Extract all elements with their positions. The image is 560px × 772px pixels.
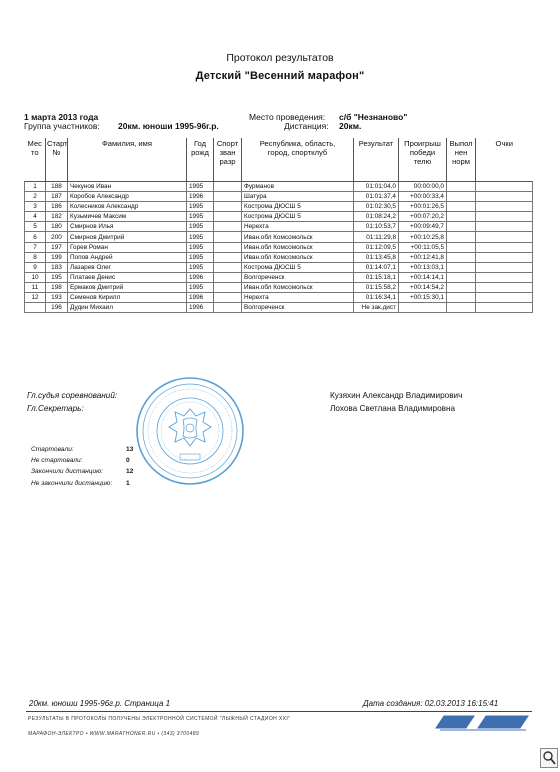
table-row — [25, 192, 533, 202]
cell-result: 01:15:58,2 — [354, 282, 399, 292]
cell-name: Платаев Денис — [68, 272, 187, 282]
cell-name: Кузьмичев Максим — [68, 212, 187, 222]
cell-year: 1995 — [187, 182, 214, 192]
cell-norm — [447, 202, 476, 212]
cell-name: Колесников Александр — [68, 202, 187, 212]
group-label: Группа участников: — [24, 121, 100, 131]
column-header: Старт № — [46, 138, 68, 182]
cell-result: 01:15:18,1 — [354, 272, 399, 282]
cell-rank — [214, 293, 242, 303]
cell-rank — [214, 212, 242, 222]
event-title: Детский "Весенний марафон" — [195, 70, 365, 82]
cell-bib: 193 — [46, 293, 68, 303]
cell-year: 1996 — [187, 303, 214, 313]
cell-club: Шатура — [242, 192, 354, 202]
cell-club: Нерехта — [242, 293, 354, 303]
table-row — [25, 202, 533, 212]
column-header: Республика, область, город, спортклуб — [242, 138, 354, 182]
cell-norm — [447, 272, 476, 282]
cell-place — [25, 303, 46, 313]
cell-result: 01:01:04,0 — [354, 182, 399, 192]
table-row — [25, 232, 533, 242]
marathon-electro-logo-icon — [434, 712, 530, 732]
cell-points — [476, 272, 533, 282]
cell-norm — [447, 232, 476, 242]
cell-club: Фурманов — [242, 182, 354, 192]
summary-stats — [31, 446, 134, 491]
column-header: Год рожд — [187, 138, 214, 182]
cell-place: 12 — [25, 293, 46, 303]
cell-rank — [214, 202, 242, 212]
not-finished-label: Не закончили дистанцию: — [31, 479, 113, 487]
cell-behind: +00:01:26,5 — [399, 202, 447, 212]
cell-points — [476, 303, 533, 313]
cell-rank — [214, 192, 242, 202]
cell-year: 1995 — [187, 222, 214, 232]
cell-norm — [447, 252, 476, 262]
not-started-label: Не стартовали: — [31, 457, 83, 465]
cell-bib: 187 — [46, 192, 68, 202]
cell-bib: 182 — [46, 212, 68, 222]
cell-behind: +00:07:20,2 — [399, 212, 447, 222]
event-date: 1 марта 2013 года — [24, 112, 99, 122]
cell-year: 1995 — [187, 242, 214, 252]
venue-value: с/б "Незнаново" — [339, 112, 408, 122]
cell-points — [476, 252, 533, 262]
cell-points — [476, 262, 533, 272]
cell-name: Ермаков Дмитрий — [68, 282, 187, 292]
cell-result: 01:12:09,5 — [354, 242, 399, 252]
cell-rank — [214, 282, 242, 292]
cell-name: Дудин Михаил — [68, 303, 187, 313]
cell-result: 01:11:29,8 — [354, 232, 399, 242]
cell-bib: 196 — [46, 303, 68, 313]
round-seal-icon — [135, 376, 245, 486]
cell-name: Горев Роман — [68, 242, 187, 252]
cell-bib: 197 — [46, 242, 68, 252]
group-value: 20км. юноши 1995-96г.р. — [118, 121, 219, 131]
cell-bib: 183 — [46, 262, 68, 272]
cell-result: 01:14:07,1 — [354, 262, 399, 272]
column-header: Фамилия, имя — [68, 138, 187, 182]
cell-norm — [447, 262, 476, 272]
cell-behind — [399, 303, 447, 313]
cell-points — [476, 182, 533, 192]
table-row — [25, 262, 533, 272]
cell-club: Кострома ДЮСШ 5 — [242, 212, 354, 222]
chief-judge-label: Гл.судья соревнований: — [27, 391, 118, 400]
cell-bib: 200 — [46, 232, 68, 242]
table-row — [25, 293, 533, 303]
table-row — [25, 242, 533, 252]
finished-label: Закончили дистанцию: — [31, 468, 103, 476]
cell-result: 01:10:53,7 — [354, 222, 399, 232]
cell-club: Кострома ДЮСШ 5 — [242, 262, 354, 272]
cell-place: 8 — [25, 252, 46, 262]
footer-contact-line: МАРАФОН-ЭЛЕКТРО • WWW.MARATHONER.RU • (343) 3700489 — [28, 731, 200, 737]
cell-name: Смирнов Илья — [68, 222, 187, 232]
cell-name: Коробов Александр — [68, 192, 187, 202]
cell-points — [476, 242, 533, 252]
cell-bib: 180 — [46, 222, 68, 232]
column-header: Спорт зван разр — [214, 138, 242, 182]
cell-club: Нерехта — [242, 222, 354, 232]
results-table-header — [25, 138, 533, 182]
cell-norm — [447, 212, 476, 222]
cell-bib: 195 — [46, 272, 68, 282]
cell-bib: 186 — [46, 202, 68, 212]
magnifier-glyph — [541, 749, 557, 767]
cell-name: Семенов Кирилл — [68, 293, 187, 303]
cell-points — [476, 202, 533, 212]
cell-behind: +00:12:41,8 — [399, 252, 447, 262]
cell-year: 1995 — [187, 202, 214, 212]
cell-points — [476, 293, 533, 303]
cell-year: 1995 — [187, 212, 214, 222]
cell-year: 1996 — [187, 293, 214, 303]
cell-rank — [214, 222, 242, 232]
cell-norm — [447, 242, 476, 252]
results-table-body — [25, 182, 533, 313]
table-row — [25, 282, 533, 292]
cell-place: 1 — [25, 182, 46, 192]
cell-behind: +00:14:14,1 — [399, 272, 447, 282]
cell-norm — [447, 282, 476, 292]
cell-result: Не зак.дист — [354, 303, 399, 313]
cell-club: Иван.обл Комсомольск — [242, 252, 354, 262]
cell-club: Кострома ДЮСШ 5 — [242, 202, 354, 212]
cell-place: 7 — [25, 242, 46, 252]
cell-points — [476, 192, 533, 202]
cell-place: 10 — [25, 272, 46, 282]
column-header: Выпол нен норм — [447, 138, 476, 182]
cell-rank — [214, 272, 242, 282]
cell-name: Попов Андрей — [68, 252, 187, 262]
not-started-count: 0 — [126, 457, 130, 465]
cell-rank — [214, 232, 242, 242]
cell-bib: 198 — [46, 282, 68, 292]
cell-bib: 199 — [46, 252, 68, 262]
results-table — [24, 138, 533, 313]
column-header: Результат — [354, 138, 399, 182]
cell-year: 1996 — [187, 192, 214, 202]
footer-page-info: 20км. юноши 1995-96г.р. Страница 1 — [29, 699, 171, 708]
cell-rank — [214, 182, 242, 192]
cell-place: 6 — [25, 232, 46, 242]
cell-points — [476, 222, 533, 232]
table-row — [25, 182, 533, 192]
cell-year: 1995 — [187, 282, 214, 292]
cell-name: Смирнов Дмитрий — [68, 232, 187, 242]
cell-place: 9 — [25, 262, 46, 272]
protocol-title: Протокол результатов — [226, 52, 334, 64]
footer-system-line: РЕЗУЛЬТАТЫ В ПРОТОКОЛЫ ПОЛУЧЕНЫ ЭЛЕКТРОННОЙ СИСТЕМОЙ "ЛЫЖНЫЙ СТАДИОН XXI" — [28, 716, 291, 722]
cell-place: 2 — [25, 192, 46, 202]
cell-rank — [214, 242, 242, 252]
cell-place: 5 — [25, 222, 46, 232]
cell-rank — [214, 262, 242, 272]
distance-value: 20км. — [339, 121, 362, 131]
footer-created-date: Дата создания: 02.03.2013 16:15:41 — [363, 699, 499, 708]
cell-norm — [447, 293, 476, 303]
cell-points — [476, 212, 533, 222]
cell-behind: +00:14:54,2 — [399, 282, 447, 292]
cell-year: 1996 — [187, 272, 214, 282]
magnifier-icon[interactable] — [540, 748, 558, 768]
cell-year: 1995 — [187, 262, 214, 272]
cell-year: 1995 — [187, 232, 214, 242]
venue-label: Место проведения: — [249, 112, 326, 122]
distance-label: Дистанция: — [284, 121, 329, 131]
cell-result: 01:13:45,8 — [354, 252, 399, 262]
cell-result: 01:16:34,1 — [354, 293, 399, 303]
cell-club: Иван.обл Комсомольск — [242, 282, 354, 292]
table-row — [25, 252, 533, 262]
cell-behind: +00:13:03,1 — [399, 262, 447, 272]
cell-result: 01:02:30,5 — [354, 202, 399, 212]
not-finished-count: 1 — [126, 479, 130, 487]
cell-behind: +00:10:25,8 — [399, 232, 447, 242]
column-header: Мес то — [27, 139, 42, 157]
cell-behind: +00:11:05,5 — [399, 242, 447, 252]
table-row — [25, 272, 533, 282]
cell-norm — [447, 182, 476, 192]
table-row — [25, 212, 533, 222]
cell-rank — [214, 252, 242, 262]
cell-behind: +00:00:33,4 — [399, 192, 447, 202]
cell-club: Иван.обл Комсомольск — [242, 232, 354, 242]
cell-result: 01:01:37,4 — [354, 192, 399, 202]
cell-name: Чекунов Иван — [68, 182, 187, 192]
cell-club: Волгореченск — [242, 272, 354, 282]
cell-norm — [447, 303, 476, 313]
cell-points — [476, 282, 533, 292]
chief-secretary-label: Гл.Секретарь: — [27, 404, 84, 413]
started-count: 13 — [126, 446, 134, 453]
cell-year: 1995 — [187, 252, 214, 262]
cell-place: 11 — [25, 282, 46, 292]
table-row — [25, 303, 533, 313]
cell-result: 01:08:24,2 — [354, 212, 399, 222]
column-header: Проигрыш победи телю — [399, 138, 447, 182]
column-header: Очки — [476, 138, 533, 182]
cell-club: Иван.обл Комсомольск — [242, 242, 354, 252]
finished-count: 12 — [126, 468, 134, 476]
cell-place: 4 — [25, 212, 46, 222]
cell-behind: 00:00:00,0 — [399, 182, 447, 192]
cell-norm — [447, 192, 476, 202]
cell-bib: 188 — [46, 182, 68, 192]
table-row — [25, 222, 533, 232]
cell-behind: +00:09:49,7 — [399, 222, 447, 232]
cell-behind: +00:15:30,1 — [399, 293, 447, 303]
started-label: Стартовали: — [31, 446, 74, 453]
cell-name: Лазарев Олег — [68, 262, 187, 272]
cell-club: Волгореченск — [242, 303, 354, 313]
cell-norm — [447, 222, 476, 232]
cell-points — [476, 232, 533, 242]
cell-rank — [214, 303, 242, 313]
chief-secretary-name: Лохова Светлана Владимировна — [330, 404, 456, 413]
cell-place: 3 — [25, 202, 46, 212]
chief-judge-name: Кузяхин Александр Владимирович — [330, 391, 463, 400]
